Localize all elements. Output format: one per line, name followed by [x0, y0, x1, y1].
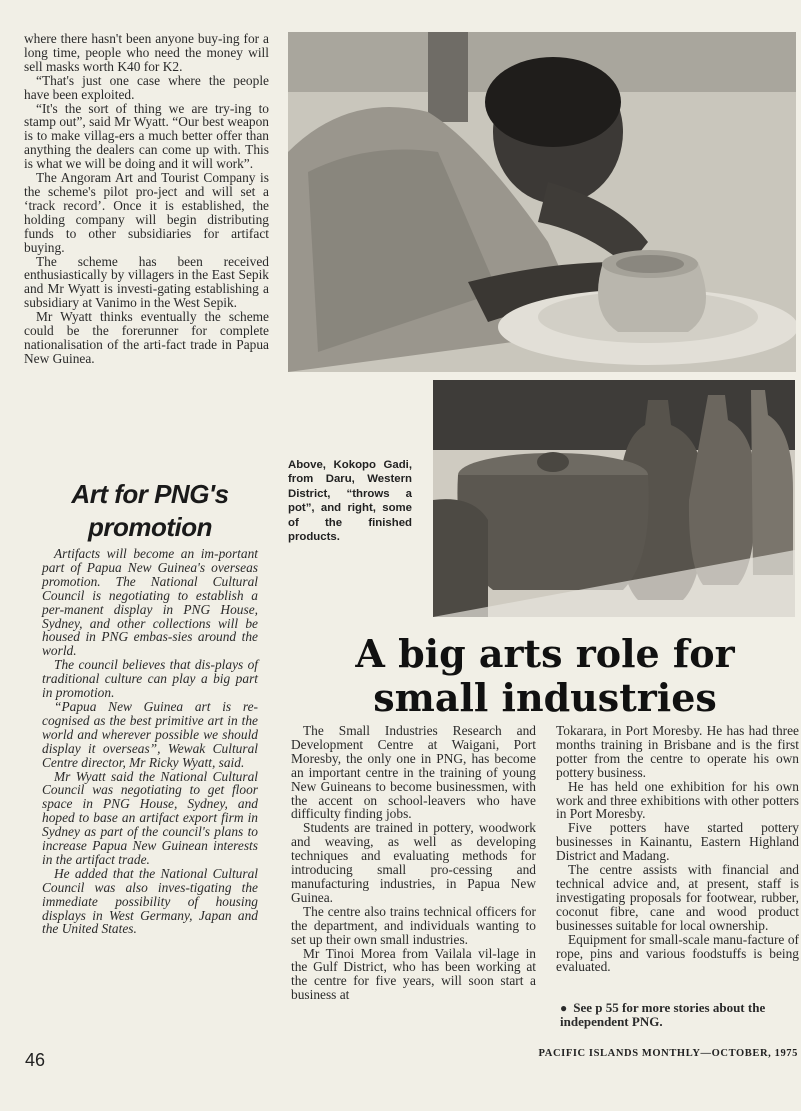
- paragraph: Mr Tinoi Morea from Vailala vil-lage in the Gulf District, who has been working at the centre for five years, will soon start a business at: [291, 945, 536, 1003]
- paragraph: “That's just one case where the people have been exploited.: [24, 72, 269, 102]
- paragraph: He has held one exhibition for his own work and three exhibitions with other potters in Port Moresby.: [556, 778, 799, 822]
- page-number: 46: [25, 1050, 46, 1070]
- paragraph: where there hasn't been anyone buy-ing for a long time, people who need the money will sell masks worth K40 for K2.: [24, 31, 269, 74]
- paragraph: Tokarara, in Port Moresby. He has had three months training in Brisbane and is the first potter from the centre to operate his own pottery business.: [556, 723, 799, 780]
- sidebar-headline-line: Art for PNG's: [71, 479, 229, 509]
- paragraph: Five potters have started pottery businesses in Kainantu, Eastern Highland District and Madang.: [556, 820, 799, 864]
- main-headline: [300, 632, 790, 720]
- main-article-column: [291, 724, 536, 1002]
- paragraph: Artifacts will become an im-portant part of Papua New Guinea's overseas promotion. The National Cultural Council is negotiating to establish a per-manent display in PNG House, Sydney, and other collections will be housed in PNG embas-sies around the world.: [42, 546, 258, 659]
- paragraph: The centre also trains technical officers for the department, and individuals wanting to set up their own small industries.: [291, 903, 536, 947]
- main-headline-line: A big arts role for: [355, 631, 735, 676]
- paragraph: The Angoram Art and Tourist Company is the scheme's pilot pro-ject and will set a ‘track record’. Once it is established, the holding company will begin distributing funds to other subsidiaries for artifact buying.: [24, 170, 269, 255]
- paragraph: Mr Wyatt said the National Cultural Council was negotiating to get floor space in PNG House, Sydney, and hoped to base an artifact export firm in Sydney as part of the council's plans to increase Papua New Guinean interests in the artifact trade.: [42, 768, 258, 867]
- see-also-note: [560, 1001, 800, 1029]
- pottery-photo: [433, 380, 795, 617]
- publication-footer: PACIFIC ISLANDS MONTHLY—OCTOBER, 1975: [538, 1048, 798, 1059]
- paragraph: Equipment for small-scale manu-facture of rope, pins and various foodstuffs is being evaluated.: [556, 931, 799, 975]
- sidebar-headline: [30, 478, 270, 544]
- paragraph: Mr Wyatt thinks eventually the scheme could be the forerunner for complete nationalisation of the arti-fact trade in Papua New Guinea.: [24, 309, 269, 366]
- paragraph: “Papua New Guinea art is re-cognised as the best primitive art in the world and wherever possible we should display it overseas”, Wewak Cultural Centre director, Mr Ricky Wyatt, said.: [42, 698, 258, 770]
- paragraph: He added that the National Cultural Council was also inves-tigating the immediate possibility of housing displays in West Germany, Japan and the United States.: [42, 865, 258, 937]
- potter-illustration: [288, 32, 796, 372]
- article-continuation: [24, 32, 269, 366]
- paragraph: The centre assists with financial and technical advice and, at present, staff is investigating proposals for footwear, rubber, coconut fibre, cane and wood product businesses suitable for local ownership.: [556, 862, 799, 933]
- paragraph: The council believes that dis-plays of traditional culture can play a big part in promotion.: [42, 657, 258, 701]
- paragraph: “It's the sort of thing we are try-ing to stamp out”, said Mr Wyatt. “Our best weapon is to make villag-ers a much better offer than anything the dealers can come up with. This is what we will be doing and it will work”.: [24, 100, 269, 172]
- pottery-illustration: [433, 380, 795, 617]
- see-also-text: See p 55 for more stories about the independent PNG.: [560, 1000, 766, 1029]
- photo-caption: Above, Kokopo Gadi, from Daru, Western District, “throws a pot”, and right, some of the finished products.: [288, 459, 412, 544]
- sidebar-article: [42, 547, 258, 936]
- main-headline-line: small industries: [373, 675, 717, 720]
- bullet-icon: ●: [560, 1001, 568, 1015]
- paragraph: The scheme has been received enthusiastically by villagers in the East Sepik and Mr Wyatt is investi-gating establishing a subsidiary at Vanimo in the West Sepik.: [24, 253, 269, 311]
- potter-photo: [288, 32, 796, 372]
- main-article-column: [556, 724, 799, 974]
- paragraph: The Small Industries Research and Development Centre at Waigani, Port Moresby, the only one in PNG, has become an important centre in the training of young New Guineans to become businessmen, with the accent on school-leavers who have difficulty finding jobs.: [291, 723, 536, 822]
- paragraph: Students are trained in pottery, woodwork and weaving, as well as developing techniques and evaluating methods for introducing small pro-cessing and manufacturing industries, in Papua New Guinea.: [291, 820, 536, 905]
- sidebar-headline-line: promotion: [87, 512, 213, 542]
